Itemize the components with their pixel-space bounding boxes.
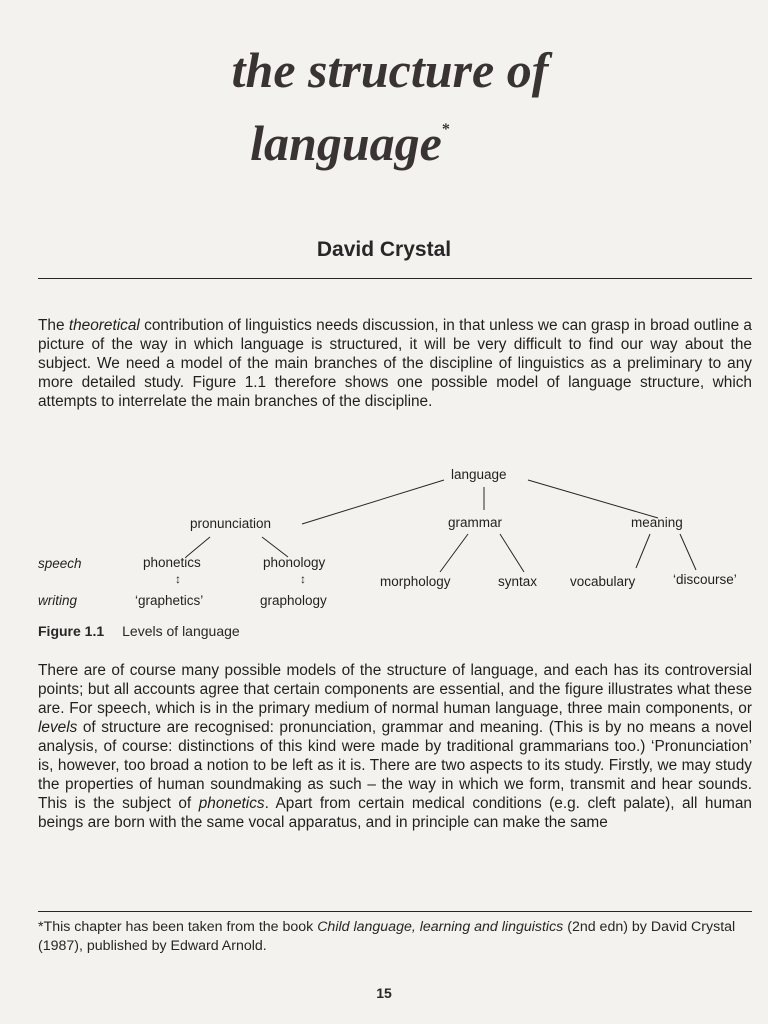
page-number: 15 [376, 985, 392, 1001]
connector-language-meaning [528, 480, 658, 518]
footnote-divider [38, 911, 752, 912]
text-run: . Apart from certain medical conditions (e.g. cleft palate), all human beings are born with the same vocal apparatus, and in principle can make the same [38, 795, 752, 831]
body-paragraph [38, 661, 752, 832]
text-run: The [38, 317, 69, 334]
levels-of-language-diagram [0, 460, 768, 620]
emphasis: theoretical [68, 317, 140, 334]
emphasis: levels [38, 719, 78, 736]
double-arrow-icon: ↕ [300, 572, 306, 586]
figure-caption-text: Levels of language [122, 623, 240, 639]
node-graphetics: ‘graphetics’ [135, 593, 204, 608]
node-graphology: graphology [260, 593, 327, 608]
node-language: language [451, 467, 507, 482]
emphasis: phonetics [198, 795, 265, 812]
row-label-speech: speech [38, 556, 82, 571]
node-syntax: syntax [498, 574, 538, 589]
double-arrow-icon: ↕ [175, 572, 181, 586]
connector-grammar-syntax [500, 534, 524, 572]
author-name: David Crystal [316, 238, 452, 261]
node-phonetics: phonetics [143, 555, 201, 570]
figure-caption [38, 623, 240, 639]
footnote [38, 918, 752, 956]
header-divider [38, 278, 752, 279]
node-pronunciation: pronunciation [190, 516, 272, 531]
text-run: There are of course many possible models of the structure of language, and each has its controversial points; but all accounts agree that certain components are essential, and the figure illustrates what these are. For speech, which is in the primary medium of normal human language, three main components, or [38, 662, 752, 717]
node-vocabulary: vocabulary [570, 574, 636, 589]
node-discourse: ‘discourse’ [673, 572, 737, 587]
connector-meaning-vocabulary [636, 534, 650, 568]
node-phonology: phonology [263, 555, 326, 570]
chapter-title-word: language [250, 115, 442, 171]
connector-pronunciation-phonetics [186, 537, 210, 557]
connector-grammar-morphology [440, 534, 468, 572]
book-title: Child language, learning and linguistics [317, 919, 564, 935]
footnote-marker: * [441, 121, 450, 138]
node-morphology: morphology [380, 574, 451, 589]
connector-pronunciation-phonology [262, 537, 288, 557]
node-grammar: grammar [448, 515, 503, 530]
chapter-title-line-2 [110, 100, 590, 173]
row-label-writing: writing [38, 593, 78, 608]
text-run: (2nd edn) by David Crystal (1987), published by Edward Arnold. [38, 919, 736, 954]
text-run: contribution of linguistics needs discussion, in that unless we can grasp in broad outline a picture of the way in which language is structured, it will be very difficult to find our way about the subject. We need a model of the main branches of the discipline of linguistics as a preliminary to any more detailed study. Figure 1.1 therefore shows one possible model of language structure, which attempts to interrelate the main branches of the discipline. [38, 317, 752, 410]
diagram-connectors [0, 460, 768, 620]
connector-language-pronunciation [302, 480, 444, 524]
node-meaning: meaning [631, 515, 683, 530]
connector-meaning-discourse [680, 534, 696, 570]
chapter-title-line-1: the structure of [231, 42, 549, 98]
figure-label: Figure 1.1 [38, 623, 105, 639]
text-run: of structure are recognised: pronunciation, grammar and meaning. (This is by no means a novel analysis, of course: distinctions of this kind were made by traditional grammarians too.) ‘Pronunciation’ is, however, too broad a notion to be left as it is. There are two aspects to its study. Firstly, we may study the properties of human soundmaking as such – the way in which we form, transmit and hear sounds. This is the subject of [38, 719, 752, 812]
text-run: *This chapter has been taken from the book [38, 919, 318, 935]
intro-paragraph [38, 316, 752, 411]
